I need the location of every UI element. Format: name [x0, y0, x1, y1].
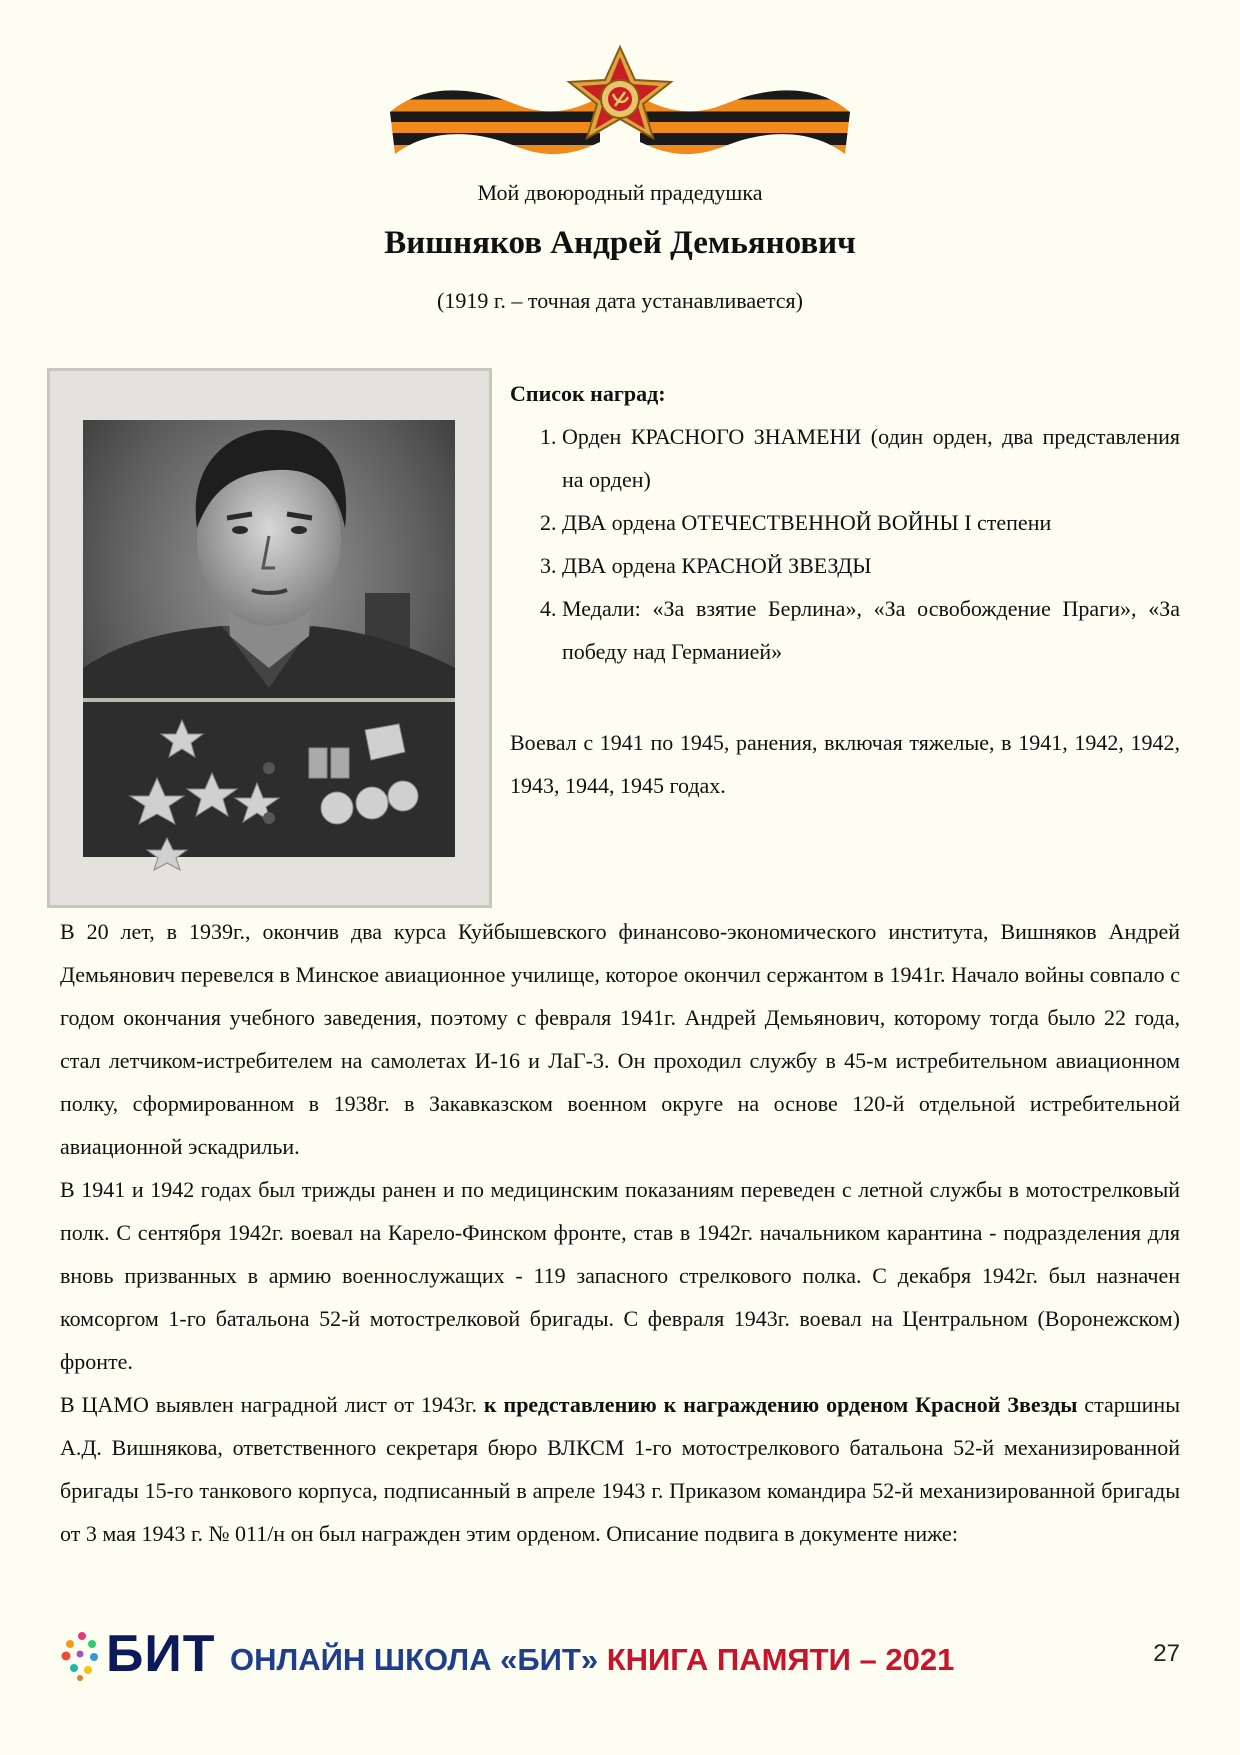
book-title: КНИГА ПАМЯТИ – 2021: [606, 1642, 955, 1677]
page-number: 27: [1153, 1640, 1180, 1667]
person-name: Вишняков Андрей Демьянович: [384, 225, 856, 261]
st-george-ribbon-order-emblem: [385, 42, 855, 162]
award-item: 1. Орден КРАСНОГО ЗНАМЕНИ (один орден, два представления на орден): [562, 415, 1180, 501]
biography-paragraph-1: В 20 лет, в 1939г., окончив два курса Куйбышевского финансово-экономического института, Вишняков Андрей Демьянович перевелся в Минское авиационное училище, которое окончил сержантом в 1941г. Начало войны совпало с годом окончания учебного заведения, поэтому с февраля 1941г. Андрей Демьянович, которому тогда было 22 года, стал летчиком-истребителем на самолетах И-16 и ЛаГ-3. Он проходил службу в 45-м истребительном авиационном полку, сформированном в 1938г. в Закавказском военном округе на основе 120-й отдельной истребительной авиационной эскадрильи.: [60, 919, 1180, 1159]
bit-logo-icon: [60, 1630, 102, 1682]
school-name: ОНЛАЙН ШКОЛА «БИТ»: [230, 1642, 599, 1677]
awards-section: [510, 372, 1180, 807]
footer-title: [230, 1642, 954, 1678]
bit-logo-text: БИТ: [106, 1625, 216, 1683]
life-dates: (1919 г. – точная дата устанавливается): [437, 288, 803, 313]
award-item: 2. ДВА ордена ОТЕЧЕСТВЕННОЙ ВОЙНЫ I степени: [562, 501, 1180, 544]
award-item: 3. ДВА ордена КРАСНОЙ ЗВЕЗДЫ: [562, 544, 1180, 587]
awards-title: Список наград:: [510, 381, 666, 406]
page-footer: [60, 1625, 1180, 1688]
biography-paragraph-3: [60, 1383, 1180, 1555]
biography-text: [60, 910, 1180, 1555]
award-item: 4. Медали: «За взятие Берлина», «За освобождение Праги», «За победу над Германией»: [562, 587, 1180, 673]
paragraph-3-start: В ЦАМО выявлен наградной лист от 1943г.: [60, 1392, 484, 1417]
service-summary: Воевал с 1941 по 1945, ранения, включая тяжелые, в 1941, 1942, 1942, 1943, 1944, 1945 годах.: [510, 730, 1180, 798]
portrait-photo: [47, 368, 492, 908]
paragraph-3-end: старшины А.Д. Вишнякова, ответственного секретаря бюро ВЛКСМ 1-го мотострелкового батальона 52-й механизированной бригады 15-го танкового корпуса, подписанный в апреле 1943 г. Приказом командира 52-й механизированной бригады от 3 мая 1943 г. № 011/н он был награжден этим орденом. Описание подвига в документе ниже:: [60, 1392, 1180, 1546]
paragraph-3-bold: к представлению к награждению орденом Красной Звезды: [483, 1392, 1078, 1417]
subtitle: Мой двоюродный прадедушка: [477, 180, 763, 205]
biography-paragraph-2: В 1941 и 1942 годах был трижды ранен и по медицинским показаниям переведен с летной службы в мотострелковый полк. С сентября 1942г. воевал на Карело-Финском фронте, став в 1942г. начальником карантина - подразделения для вновь призванных в армию военнослужащих - 119 запасного стрелкового полка. С декабря 1942г. был назначен комсоргом 1-го батальона 52-й мотострелковой бригады. С февраля 1943г. воевал на Центральном (Воронежском) фронте.: [60, 1177, 1180, 1374]
awards-list: [510, 415, 1180, 673]
